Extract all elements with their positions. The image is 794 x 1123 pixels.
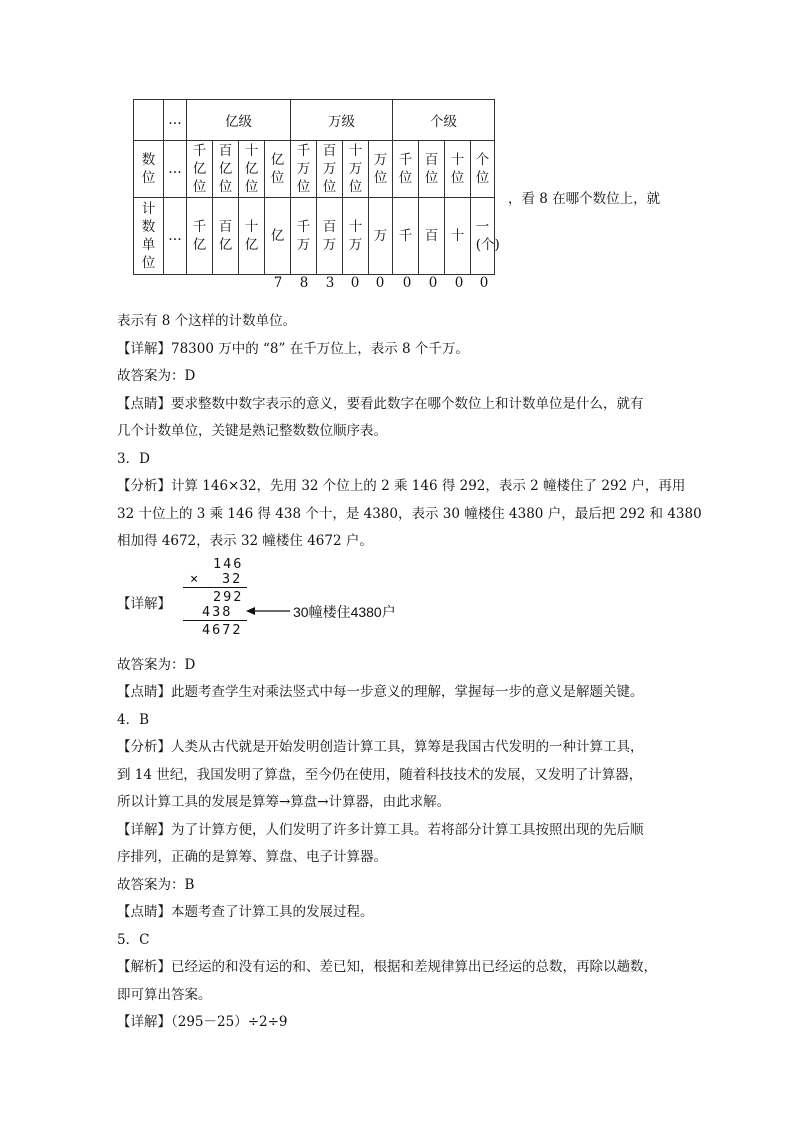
text-line: 表示有 8 个这样的计数单位。 xyxy=(117,313,297,329)
calc-multiplier: 32 xyxy=(222,571,243,587)
answer-line: 故答案为：D xyxy=(117,368,196,384)
danwei-cell: 千万 xyxy=(291,198,317,275)
shuwei-cell: 千万位 xyxy=(291,141,317,198)
text-line: 即可算出答案。 xyxy=(117,987,212,1003)
header-ellipsis: … xyxy=(164,100,187,141)
text-line: 所以计算工具的发展是算筹→算盘→计算器，由此求解。 xyxy=(117,794,451,810)
text-line: 【详解】78300 万中的 “8” 在千万位上，表示 8 个千万。 xyxy=(117,341,469,357)
shuwei-cell: 十万位 xyxy=(343,141,369,198)
digit: 0 xyxy=(402,275,412,291)
danwei-cell: 百万 xyxy=(317,198,343,275)
danwei-cell: 亿 xyxy=(265,198,291,275)
header-ge-ji: 个级 xyxy=(393,100,495,141)
text-line: 几个计数单位，关键是熟记整数数位顺序表。 xyxy=(117,423,387,439)
text-line: 【分析】计算 146×32，先用 32 个位上的 2 乘 146 得 292，表示 2 幢楼住了 292 户，再用 xyxy=(117,478,686,494)
text-line: 序排列，正确的是算筹、算盘、电子计算器。 xyxy=(117,849,387,865)
calc-rule xyxy=(183,587,247,588)
shuwei-cell: … xyxy=(164,141,187,198)
danwei-cell: 十亿 xyxy=(239,198,265,275)
table-side-text: ，看 8 在哪个数位上，就 xyxy=(508,191,661,207)
header-wan-ji: 万级 xyxy=(291,100,393,141)
detail-label: 【详解】 xyxy=(117,596,171,612)
text-line: 到 14 世纪，我国发明了算盘，至今仍在使用，随着科技技术的发展，又发明了计算器， xyxy=(117,767,643,783)
digit: 0 xyxy=(479,275,489,291)
text-line: 32 十位上的 3 乘 146 得 438 个十，是 4380，表示 30 幢楼住 4380 户，最后把 292 和 4380 xyxy=(117,506,702,522)
shuwei-cell: 十亿位 xyxy=(239,141,265,198)
shuwei-cell: 个位 xyxy=(471,141,495,198)
text-line: 【分析】人类从古代就是开始发明创造计算工具，算筹是我国古代发明的一种计算工具， xyxy=(117,739,644,755)
header-blank xyxy=(134,100,164,141)
text-line: 【点睛】此题考查学生对乘法竖式中每一步意义的理解，掌握每一步的意义是解题关键。 xyxy=(117,684,644,700)
shuwei-cell: 百位 xyxy=(419,141,445,198)
question-number: 5．C xyxy=(117,932,150,948)
header-yi-ji: 亿级 xyxy=(187,100,291,141)
shuwei-cell: 千位 xyxy=(393,141,419,198)
danwei-cell: … xyxy=(164,198,187,275)
shuwei-cell: 万位 xyxy=(369,141,393,198)
danwei-cell: 百 xyxy=(419,198,445,275)
shuwei-cell: 百亿位 xyxy=(213,141,239,198)
shuwei-cell: 千亿位 xyxy=(187,141,213,198)
text-line: 【详解】（295－25）÷2÷9 xyxy=(117,1014,288,1030)
answer-line: 故答案为：B xyxy=(117,877,195,893)
digit: 8 xyxy=(299,275,309,291)
shuwei-cell: 百万位 xyxy=(317,141,343,198)
text-line: 【解析】已经运的和没有运的和、差已知，根据和差规律算出已经运的总数，再除以趟数， xyxy=(117,959,657,975)
digit: 3 xyxy=(325,275,335,291)
calc-result: 4672 xyxy=(202,622,243,638)
danwei-cell: 一(个) xyxy=(471,198,495,275)
answer-line: 故答案为：D xyxy=(117,657,196,673)
digit: 7 xyxy=(273,275,283,291)
question-number: 4．B xyxy=(117,712,150,728)
shuwei-cell: 亿位 xyxy=(265,141,291,198)
place-value-table xyxy=(133,99,500,275)
calc-note: 30幢楼住4380户 xyxy=(293,604,396,620)
text-line: 【详解】为了计算方便，人们发明了许多计算工具。若将部分计算工具按照出现的先后顺 xyxy=(117,822,644,838)
text-line: 相加得 4672，表示 32 幢楼住 4672 户。 xyxy=(117,533,373,549)
row-label-danwei: 计数单位 xyxy=(134,198,164,275)
danwei-cell: 千 xyxy=(393,198,419,275)
danwei-cell: 千亿 xyxy=(187,198,213,275)
text-line: 【点睛】要求整数中数字表示的意义，要看此数字在哪个数位上和计数单位是什么，就有 xyxy=(117,396,644,412)
calc-partial-1: 292 xyxy=(213,589,244,605)
shuwei-cell: 十位 xyxy=(445,141,471,198)
danwei-cell: 十 xyxy=(445,198,471,275)
danwei-cell: 百亿 xyxy=(213,198,239,275)
calc-multiplicand: 146 xyxy=(213,556,244,572)
digit: 0 xyxy=(454,275,464,291)
calc-times: × xyxy=(190,571,201,587)
digit: 0 xyxy=(428,275,438,291)
digit: 0 xyxy=(350,275,360,291)
question-number: 3．D xyxy=(117,451,150,467)
danwei-cell: 万 xyxy=(369,198,393,275)
row-label-shuwei: 数位 xyxy=(134,141,164,198)
text-line: 【点睛】本题考查了计算工具的发展过程。 xyxy=(117,904,374,920)
arrow-left-icon xyxy=(246,604,290,618)
danwei-cell: 十万 xyxy=(343,198,369,275)
calc-rule xyxy=(183,620,247,621)
calc-partial-2: 438 xyxy=(202,604,233,620)
digit: 0 xyxy=(375,275,385,291)
